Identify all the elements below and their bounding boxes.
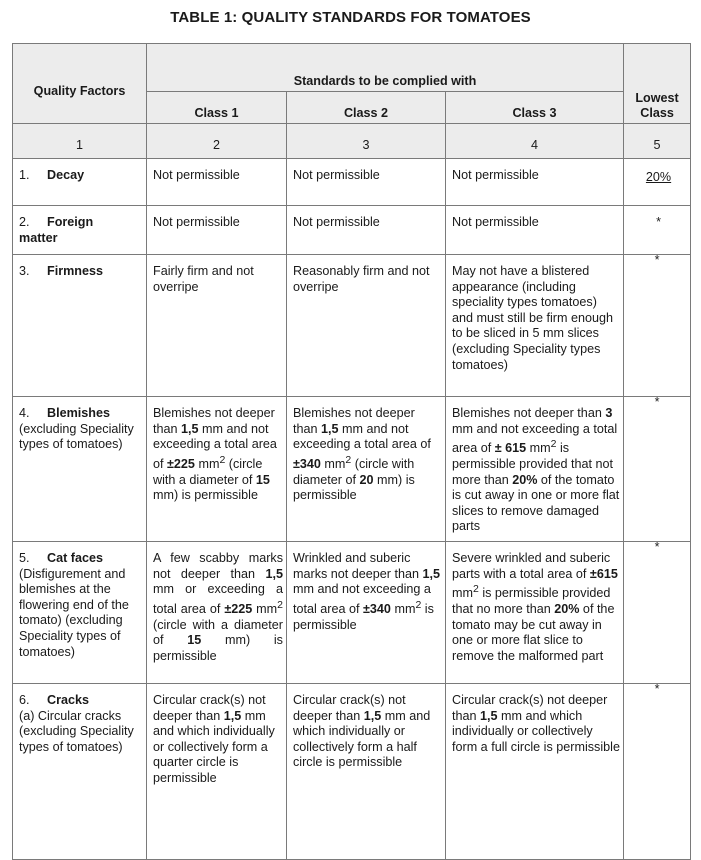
factor-name: Cracks — [47, 692, 90, 707]
class3-cell — [446, 683, 624, 859]
table-row — [13, 541, 691, 683]
lowest-value: * — [656, 215, 661, 229]
factor-number: 4. — [19, 406, 30, 420]
text-segment: mm) is permissible — [153, 633, 283, 663]
text-bold: 1,5 — [181, 421, 199, 436]
text-bold: 1,5 — [363, 708, 382, 723]
lowest-label: Lowest — [635, 90, 679, 105]
class-label: Class — [640, 106, 674, 121]
class1-cell: Not permissible — [147, 206, 287, 255]
class1-cell — [147, 541, 287, 683]
col-number-1-label: 1 — [75, 138, 83, 153]
class1-cell: Not permissible — [147, 159, 287, 206]
col-number-5-label: 5 — [653, 138, 661, 153]
table-title: TABLE 1: QUALITY STANDARDS FOR TOMATOES — [170, 9, 531, 26]
col-number-3 — [287, 124, 446, 159]
factor-subtext: (a) Circular cracks (excluding Speciality types of tomatoes) — [19, 708, 134, 754]
factor-number: 2. — [19, 215, 30, 229]
text-segment: is permissible provided that no more than — [452, 586, 611, 616]
class2-header — [287, 92, 446, 124]
factor-name: Decay — [47, 168, 85, 182]
factor-cell — [13, 541, 147, 683]
factor-cell — [13, 683, 147, 859]
text-segment: mm — [320, 456, 346, 471]
class3-cell: Not permissible — [446, 206, 624, 255]
class1-cell — [147, 397, 287, 542]
text-segment: mm and which individually or collectively form a half circle is permissible — [293, 708, 431, 770]
text-segment: mm — [452, 586, 473, 601]
class1-cell: Fairly firm and not overripe — [147, 255, 287, 397]
text-segment: Severe wrinkled and suberic parts with a total area of — [452, 550, 611, 581]
text-bold: 1,5 — [223, 708, 242, 723]
text-bold: 20% — [512, 472, 538, 487]
class3-cell: May not have a blistered appearance (including speciality types tomatoes) and must still be firm enough to be sliced in 5 mm slices (excluding Speciality types tomatoes) — [446, 255, 624, 397]
class1-cell — [147, 683, 287, 859]
text-superscript: 2 — [345, 453, 352, 466]
factor-cell — [13, 159, 147, 206]
table-row — [13, 206, 691, 255]
lowest-cell — [624, 159, 691, 206]
class1-header — [147, 92, 287, 124]
class3-cell — [446, 397, 624, 542]
text-bold: 15 — [187, 633, 202, 648]
text-bold: 1,5 — [265, 566, 283, 581]
text-segment: mm) is permissible — [153, 488, 258, 503]
lowest-cell — [624, 206, 691, 255]
header-row-1 — [13, 44, 691, 92]
text-bold: ±340 — [293, 456, 321, 471]
factor-subtext: matter — [19, 230, 58, 245]
class2-label: Class 2 — [343, 106, 389, 121]
text-segment: mm — [194, 456, 220, 471]
table-row — [13, 159, 691, 206]
text-superscript: 2 — [415, 598, 422, 611]
col-number-4-label: 4 — [531, 138, 539, 153]
text-segment: Circular crack(s) not deeper than — [293, 692, 406, 723]
text-segment: mm and which individually or collectively form a full circle is permissible — [452, 708, 620, 754]
factor-cell — [13, 206, 147, 255]
table-row — [13, 255, 691, 397]
text-bold: 20% — [554, 601, 580, 616]
lowest-value: * — [654, 253, 660, 267]
text-bold: 15 — [255, 472, 270, 487]
lowest-cell — [624, 397, 691, 542]
factor-number: 3. — [19, 264, 30, 278]
text-bold: ±615 — [589, 566, 618, 581]
lowest-cell — [624, 683, 691, 859]
class3-cell — [446, 541, 624, 683]
class1-label: Class 1 — [194, 106, 239, 121]
class2-cell: Not permissible — [287, 159, 446, 206]
class2-cell: Reasonably firm and not overripe — [287, 255, 446, 397]
text-bold: 1,5 — [422, 566, 441, 581]
factor-subtext: (excluding Speciality types of tomatoes) — [19, 421, 134, 452]
text-superscript: 2 — [472, 583, 479, 596]
text-bold: ±225 — [167, 456, 195, 471]
class2-cell: Not permissible — [287, 206, 446, 255]
text-bold: 3 — [605, 406, 613, 420]
factor-number: 1. — [19, 168, 30, 182]
text-segment: mm — [252, 601, 278, 616]
quality-factors-header — [13, 44, 147, 124]
text-segment: mm and not exceeding a total area of — [293, 421, 431, 452]
text-segment: is permissible — [293, 601, 434, 632]
text-bold: 1,5 — [480, 708, 498, 723]
text-segment: of the tomato may be cut away in one or more flat slice to remove the malformed part — [452, 601, 615, 663]
lowest-class-header — [624, 44, 691, 124]
class3-label: Class 3 — [512, 106, 557, 121]
text-segment: is permissible provided that not more than — [452, 441, 614, 487]
factor-name: Cat faces — [47, 550, 104, 565]
text-superscript: 2 — [219, 453, 226, 466]
factor-subtext: (Disfigurement and blemishes at the flowering end of the tomato) (excluding Speciality types of tomatoes) — [19, 566, 129, 659]
text-segment: Circular crack(s) not deeper than — [153, 692, 266, 723]
factor-cell — [13, 397, 147, 542]
text-bold: ±225 — [224, 601, 253, 616]
class2-cell — [287, 683, 446, 859]
text-segment: Blemishes not deeper than — [293, 406, 415, 436]
text-segment: mm or exceeding a total area of — [153, 582, 283, 616]
class3-cell: Not permissible — [446, 159, 624, 206]
text-segment: mm — [390, 601, 416, 616]
text-bold: ± 615 — [494, 441, 527, 456]
col-number-4 — [446, 124, 624, 159]
text-segment: mm) is permissible — [293, 472, 415, 503]
standards-label: Standards to be complied with — [293, 74, 477, 89]
text-segment: Blemishes not deeper than — [452, 406, 606, 420]
text-segment: mm — [526, 441, 551, 456]
quality-factors-label: Quality Factors — [33, 83, 126, 98]
lowest-value: 20% — [645, 170, 672, 184]
lowest-cell — [624, 541, 691, 683]
col-number-1 — [13, 124, 147, 159]
text-bold: 1,5 — [321, 421, 339, 436]
text-segment: Wrinkled and suberic marks not deeper than — [293, 550, 423, 581]
class2-cell — [287, 397, 446, 542]
text-segment: A few scabby marks not deeper than — [153, 550, 283, 581]
factor-name: Foreign — [47, 215, 94, 229]
lowest-value: * — [654, 395, 660, 409]
col-number-2 — [147, 124, 287, 159]
factor-number: 6. — [19, 692, 30, 707]
table-row — [13, 683, 691, 859]
text-bold: ±340 — [363, 601, 391, 616]
text-segment: (circle with a diameter of — [153, 617, 283, 648]
class3-header — [446, 92, 624, 124]
col-number-2-label: 2 — [212, 138, 220, 153]
col-number-5 — [624, 124, 691, 159]
lowest-cell — [624, 255, 691, 397]
col-number-3-label: 3 — [362, 138, 370, 153]
factor-number: 5. — [19, 550, 30, 565]
text-segment: Circular crack(s) not deeper than — [452, 692, 608, 723]
standards-header — [147, 44, 624, 92]
factor-name: Firmness — [47, 264, 103, 278]
quality-standards-table — [12, 43, 691, 860]
factor-cell — [13, 255, 147, 397]
lowest-value: * — [654, 681, 660, 696]
text-segment: mm and not exceeding a total area of — [293, 582, 431, 616]
text-segment: of the tomato is cut away in one or more flat slices to remove damaged parts — [452, 472, 620, 534]
lowest-value: * — [654, 539, 660, 554]
text-bold: 20 — [359, 472, 374, 487]
text-segment: mm and not exceeding a total area of — [153, 421, 277, 471]
text-segment: mm and which individually or collectively form a quarter circle is permissible — [153, 708, 275, 785]
table-row — [13, 397, 691, 542]
factor-name: Blemishes — [47, 406, 110, 420]
text-superscript: 2 — [277, 598, 284, 611]
text-segment: (circle with a diameter of — [153, 456, 263, 487]
text-segment: mm and not exceeding a total area of — [452, 421, 618, 456]
text-segment: Blemishes not deeper than — [153, 406, 275, 436]
text-segment: (circle with diameter of — [293, 456, 415, 487]
class2-cell — [287, 541, 446, 683]
column-number-row — [13, 124, 691, 159]
text-superscript: 2 — [550, 438, 557, 451]
